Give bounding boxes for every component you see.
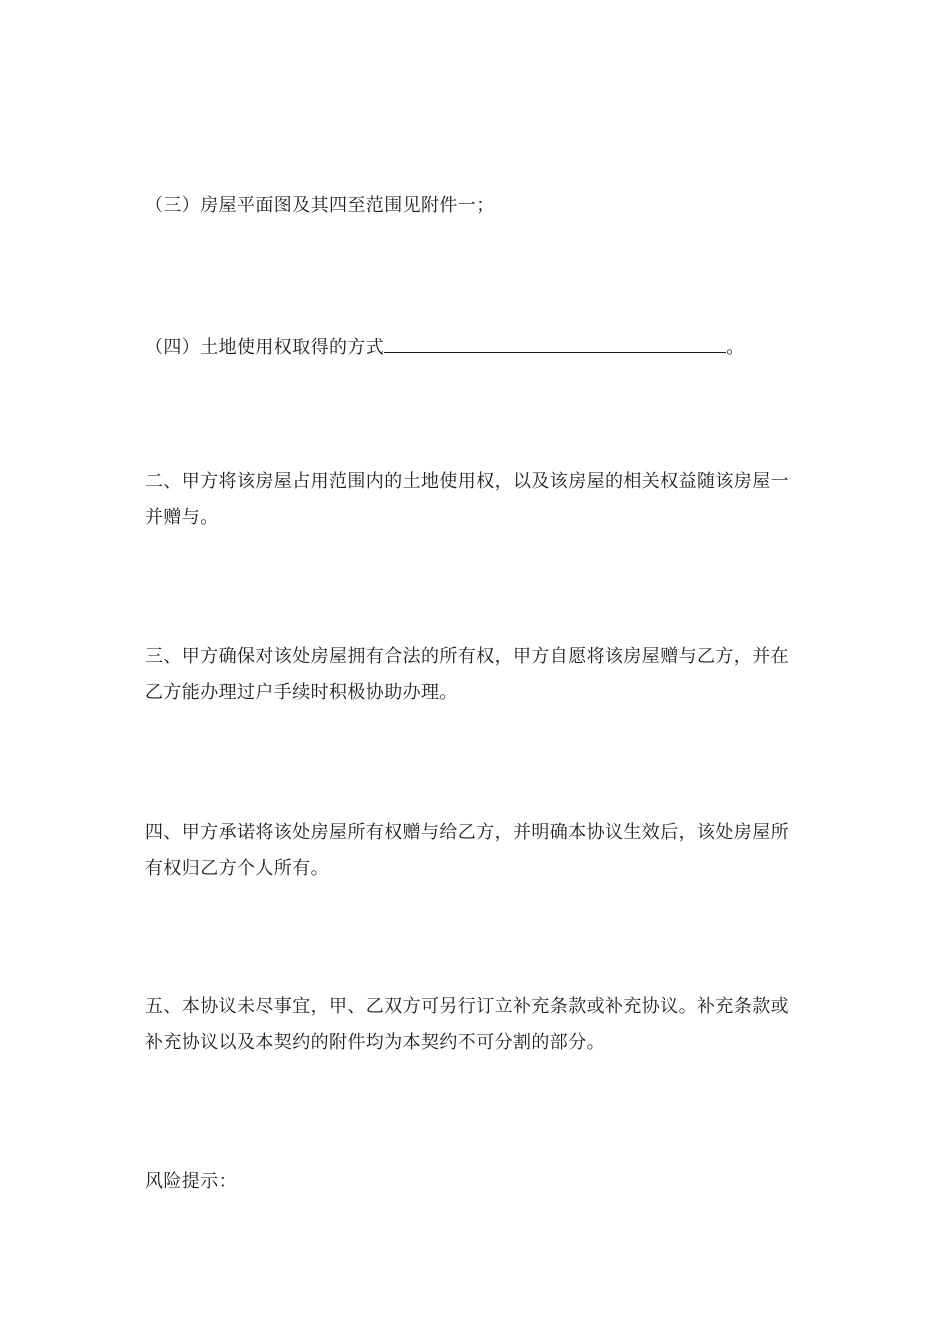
clause-5: 五、本协议未尽事宜，甲、乙双方可另行订立补充条款或补充协议。补充条款或补充协议以及本契约的附件均为本契约不可分割的部分。 [145, 996, 789, 1053]
clause-4: 四、甲方承诺将该处房屋所有权赠与给乙方，并明确本协议生效后，该处房屋所有权归乙方个人所有。 [145, 822, 789, 879]
clause-item-4 [145, 330, 805, 366]
clause-item-4-end: 。 [726, 337, 745, 358]
clause-item-3: （三）房屋平面图及其四至范围见附件一； [145, 195, 495, 216]
fill-in-blank-line[interactable] [384, 338, 726, 353]
risk-heading: 风险提示： [145, 1171, 237, 1192]
clause-3: 三、甲方确保对该处房屋拥有合法的所有权，甲方自愿将该房屋赠与乙方，并在乙方能办理过户手续时积极协助办理。 [145, 646, 789, 703]
clause-item-4-label: （四）土地使用权取得的方式 [145, 337, 385, 358]
clause-2: 二、甲方将该房屋占用范围内的土地使用权，以及该房屋的相关权益随该房屋一并赠与。 [145, 471, 789, 528]
